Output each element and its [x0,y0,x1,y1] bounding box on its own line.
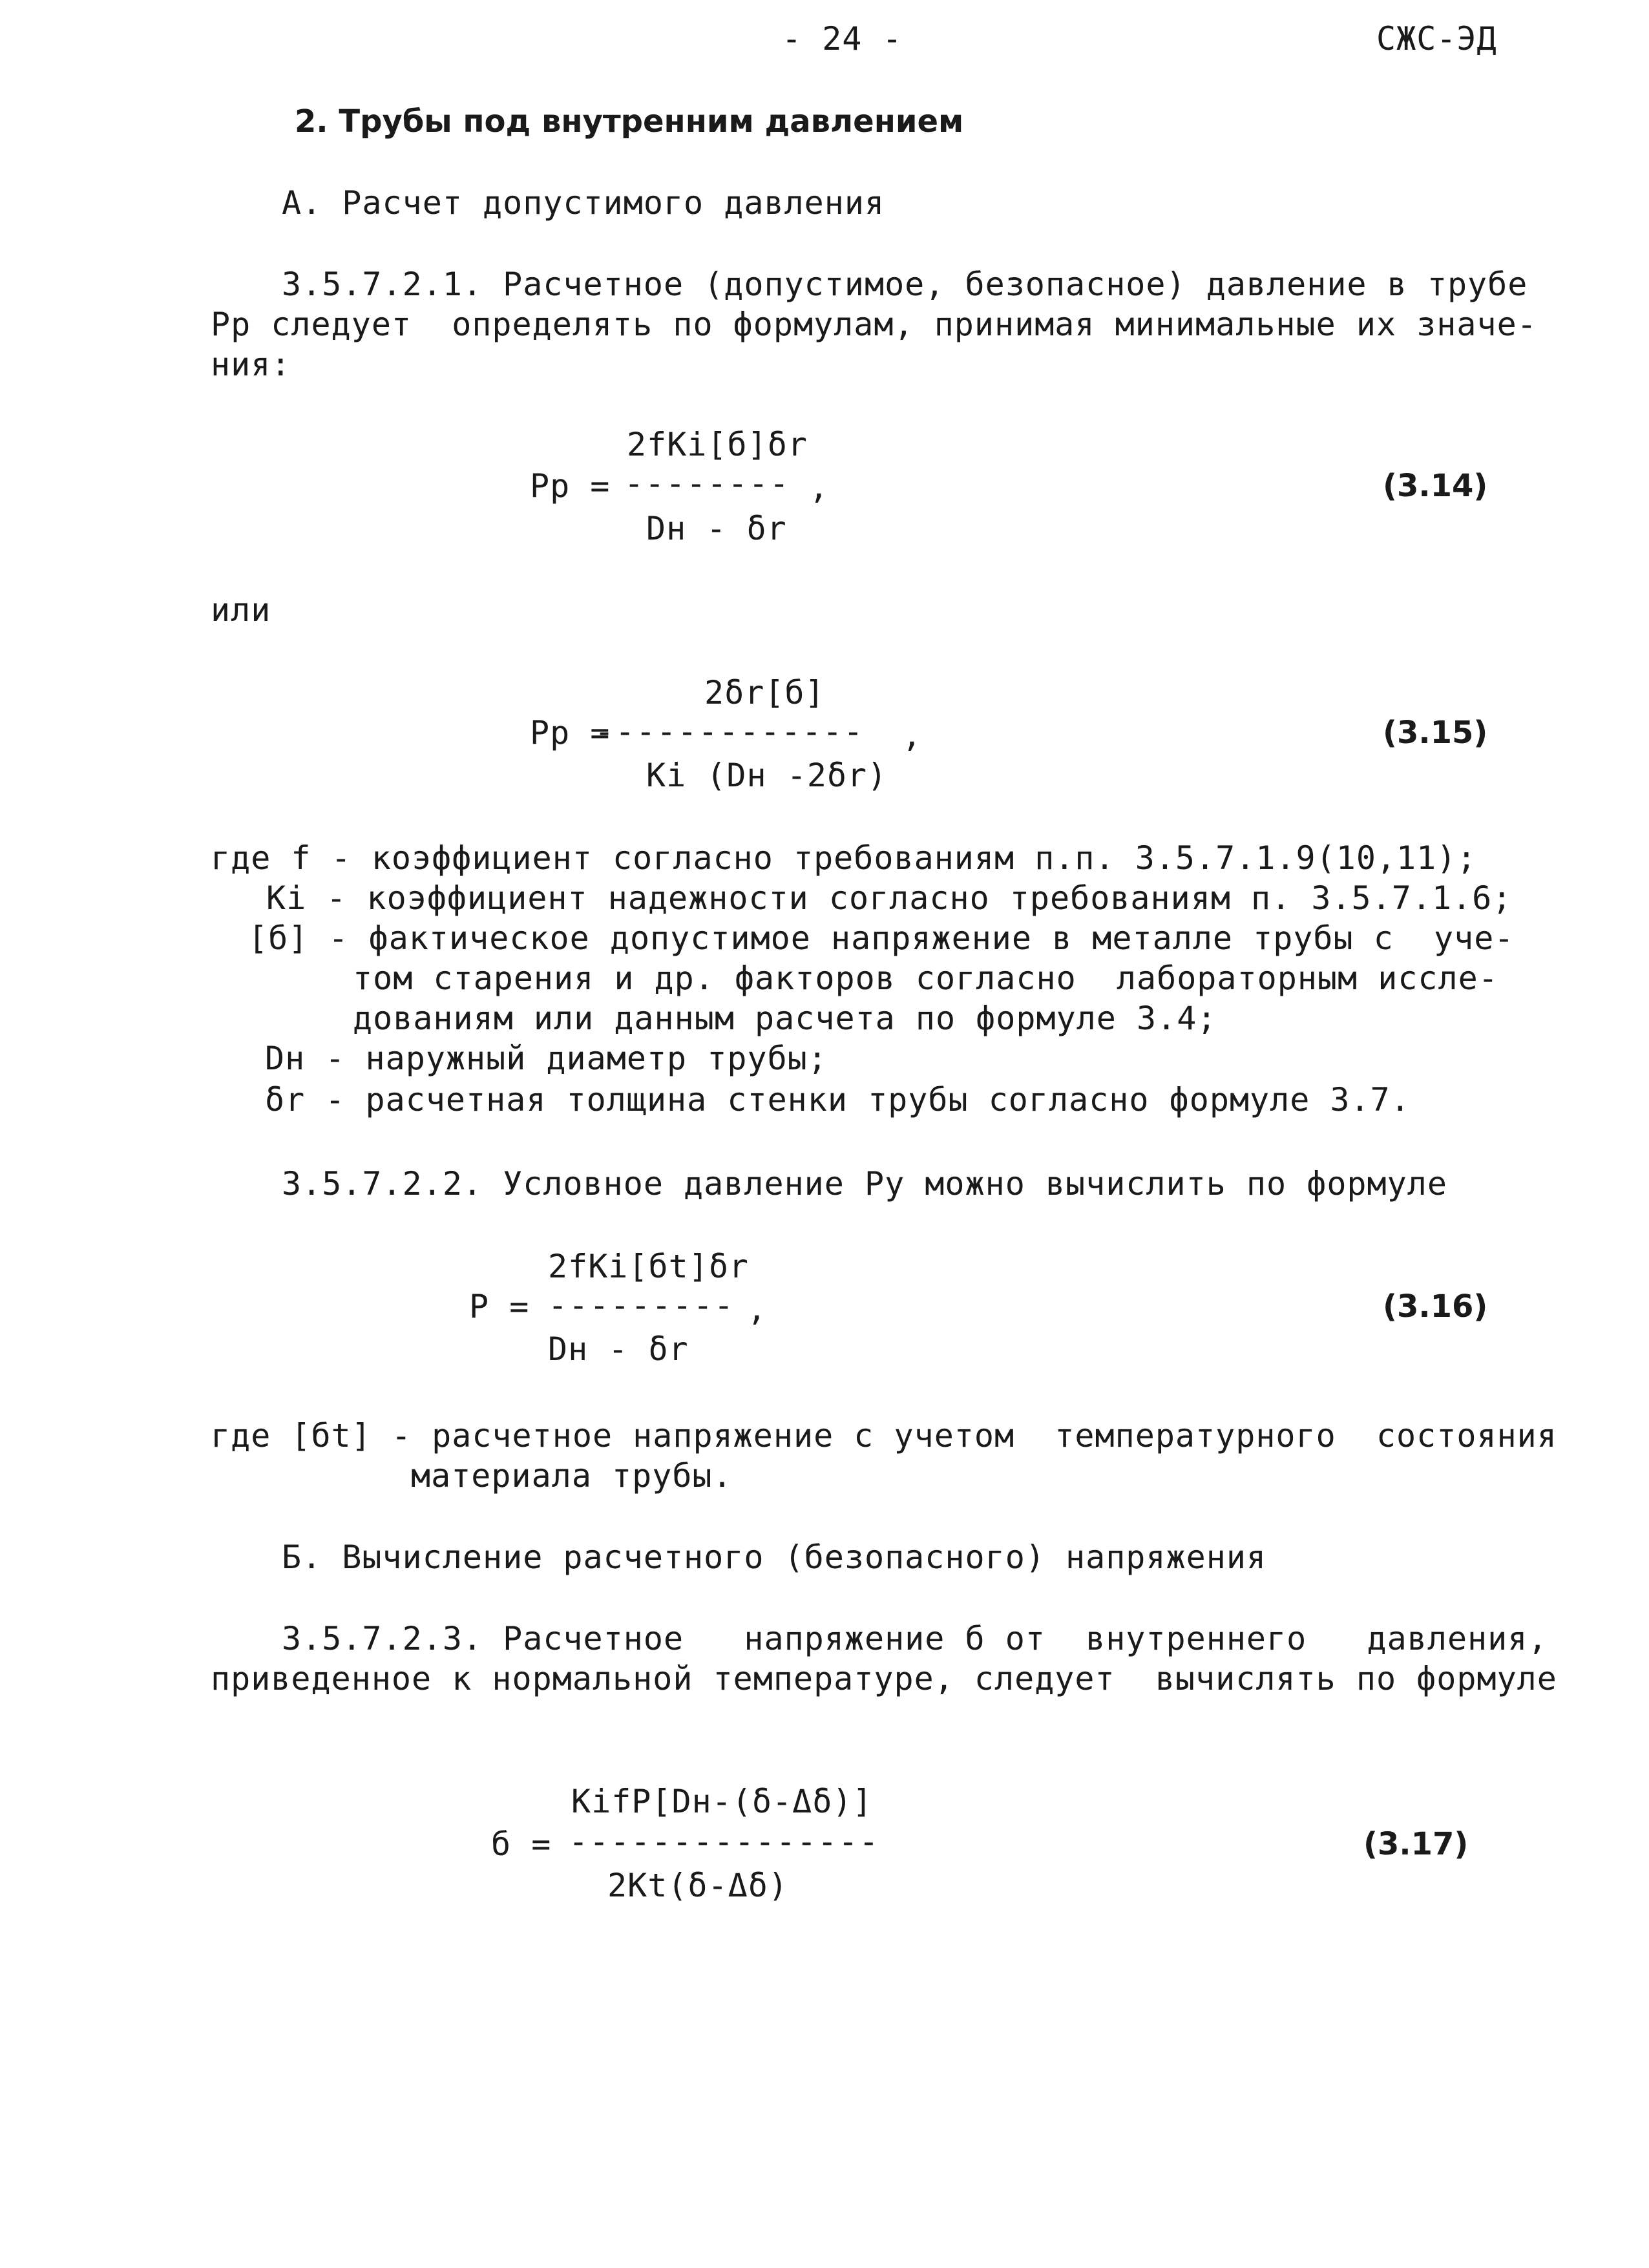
paragraph-line: Рр следует определять по формулам, принимая минимальные их значе- [211,306,1537,343]
paragraph-line: приведенное к нормальной температуре, следует вычислять по формуле [211,1660,1557,1697]
fraction-bar: -------- [624,465,790,502]
legend-line: Ki - коэффициент надежности согласно требованиям п. 3.5.7.1.6; [266,879,1513,917]
paragraph-line: 3.5.7.2.3. Расчетное напряжение б от внутреннего давления, [282,1620,1548,1657]
legend-line: где f - коэффициент согласно требованиям п.п. 3.5.7.1.9(10,11); [211,839,1477,877]
equation-denominator: 2Kt(δ-Δδ) [607,1867,788,1904]
legend-line: материала трубы. [411,1457,733,1495]
subsection-b-title: Б. Вычисление расчетного (безопасного) напряжения [282,1538,1267,1576]
paragraph-line: 3.5.7.2.1. Расчетное (допустимое, безопасное) давление в трубе [282,266,1528,303]
equation-denominator: Ki (Dн -2δr) [646,757,888,794]
fraction-bar: --------------- [569,1823,880,1860]
paragraph-line: ния: [211,346,291,383]
fraction-bar: ------------- [594,713,865,750]
legend-line: [б] - фактическое допустимое напряжение в металле трубы с уче- [248,919,1515,957]
legend-line: Dн - наружный диаметр трубы; [265,1040,828,1077]
legend-line: том старения и др. факторов согласно лабораторным иссле- [353,960,1498,997]
equation-number: (3.16) [1383,1288,1488,1325]
legend-line: дованиям или данным расчета по формуле 3.4; [353,1000,1217,1037]
equation-lhs: Рр = [530,714,611,751]
connector-word: или [211,591,271,629]
equation-comma: , [747,1290,768,1328]
subsection-a-title: А. Расчет допустимого давления [282,184,885,222]
equation-comma: , [809,468,830,506]
equation-number: (3.17) [1363,1826,1469,1862]
equation-lhs: б = [491,1825,552,1863]
paragraph-3-5-7-2-2: 3.5.7.2.2. Условное давление Ру можно вычислить по формуле [282,1165,1447,1202]
fraction-bar: --------- [548,1286,735,1324]
section-title: 2. Трубы под внутренним давлением [295,103,964,140]
equation-denominator: Dн - δr [548,1330,689,1368]
equation-number: (3.14) [1383,468,1488,504]
equation-numerator: 2δr[б] [704,674,825,711]
document-code: СЖС-ЭД [1376,20,1497,58]
equation-number: (3.15) [1383,715,1488,751]
equation-comma: , [902,717,923,754]
equation-numerator: 2fKi[бt]δr [548,1248,750,1285]
page-number: - 24 - [782,20,903,58]
legend-line: где [бt] - расчетное напряжение с учетом температурного состояния [211,1417,1557,1454]
equation-denominator: Dн - δr [646,510,787,547]
equation-lhs: Рр = [530,467,611,505]
equation-lhs: P = [469,1288,530,1325]
equation-numerator: 2fKi[б]δr [627,426,808,463]
legend-line: δr - расчетная толщина стенки трубы согласно формуле 3.7. [265,1081,1411,1118]
equation-numerator: KifP[Dн-(δ-Δδ)] [571,1783,873,1820]
